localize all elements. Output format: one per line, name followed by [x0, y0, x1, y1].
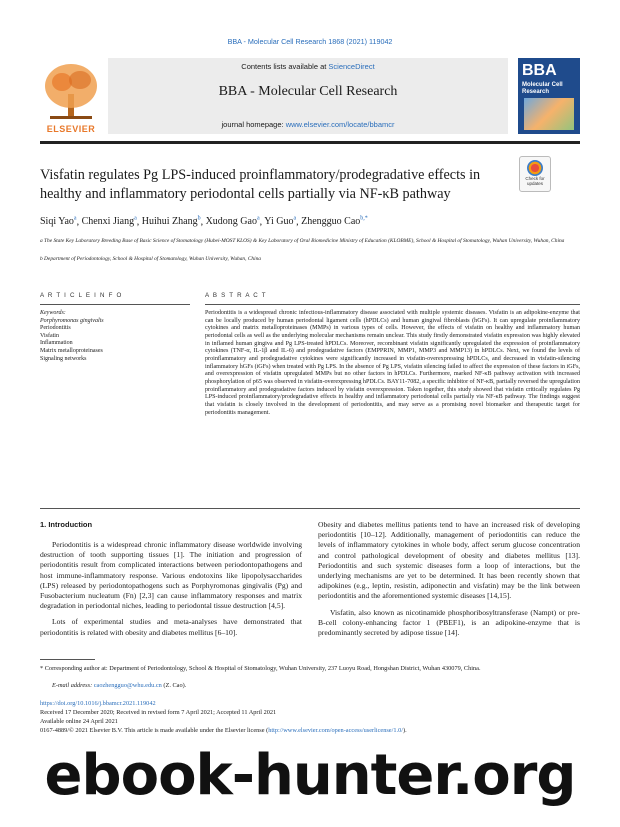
- watermark-text: ebook-hunter.org: [44, 743, 576, 808]
- journal-title: BBA - Molecular Cell Research: [218, 84, 398, 99]
- article-title: Visfatin regulates Pg LPS-induced proinflammatory/prodegradative effects in healthy and inflammatory periodontal cells partially via NF-κB pathway: [40, 167, 481, 202]
- author[interactable]: Huihui Zhang$^b$: [141, 216, 201, 228]
- intro-paragraph: Lots of experimental studies and meta-analyses have demonstrated that periodontitis is related with obesity and diabetes mellitus [6–10].: [40, 617, 302, 637]
- license-link[interactable]: http://www.elsevier.com/open-access/userlicense/1.0/: [268, 727, 403, 734]
- abstract-heading: A B S T R A C T: [205, 292, 267, 299]
- intro-paragraph: Obesity and diabetes mellitus patients tend to have an increased risk of developing periodontitis [10–12]. Additionally, management of periodontitis can reduce the levels of inflammatory cytokines in whole body, affect serum glucose concentration and control pathological development of obesity and diabetes mellitus [13]. Periodontitis and such systemic diseases form a loop of interactions, but the underlying mechanisms are yet to be determined. It has been recently shown that adipokines (e.g., leptin, resistin, adiponectin and visfatin) may be the link between periodontitis and the aforementioned systemic diseases [14,15].: [318, 520, 580, 601]
- license-line: [40, 727, 580, 735]
- author-list: Siqi Yao$^a$, Chenxi Jiang$^a$, Huihui Zhang$^b$, Xudong Gao$^a$, Yi Guo$^a$, Zhengguo Cao$^{b,*}$: [40, 216, 368, 228]
- keyword: Periodontitis: [40, 325, 71, 332]
- keyword: Inflammation: [40, 340, 73, 347]
- keyword: Matrix metalloproteinases: [40, 347, 103, 354]
- running-head[interactable]: BBA - Molecular Cell Research 1868 (2021) 119042: [227, 37, 393, 46]
- check-updates-label: Check for updates: [525, 176, 545, 186]
- publisher-name: ELSEVIER: [46, 124, 96, 134]
- sciencedirect-link[interactable]: ScienceDirect: [328, 62, 375, 71]
- author[interactable]: Yi Guo$^a$: [264, 216, 297, 228]
- homepage-link[interactable]: www.elsevier.com/locate/bbamcr: [285, 120, 395, 129]
- keywords-block: [40, 310, 190, 363]
- intro-paragraph: Visfatin, also known as nicotinamide phosphoribosyltransferase (Nampt) or pre-B-cell colony-enhancing factor 1 (PBEF1), is an adipokine-enzyme that is predominantly secreted by adipose tissue [14].: [318, 607, 580, 638]
- homepage-line: [108, 120, 508, 129]
- author[interactable]: Siqi Yao$^a$: [40, 216, 77, 228]
- doi-link[interactable]: https://doi.org/10.1016/j.bbamcr.2021.119042: [40, 700, 156, 707]
- header-divider: [40, 141, 580, 144]
- watermark-banner: [0, 737, 620, 827]
- affiliation-a: a The State Key Laboratory Breeding Base of Basic Science of Stomatology (Hubei-MOST KLOS) & Key Laboratory of Oral Biomedicine Ministry of Education (KLOBME), School & Hospital of Stomatology, Wuhan University, Wuhan, China: [40, 238, 565, 244]
- cover-artwork: [524, 98, 574, 130]
- check-for-updates-badge[interactable]: [519, 156, 551, 192]
- contents-line: [108, 62, 508, 71]
- introduction-heading: 1. Introduction: [40, 520, 93, 529]
- article-info-heading: A R T I C L E I N F O: [40, 292, 123, 299]
- keyword: Signaling networks: [40, 355, 87, 362]
- author[interactable]: Xudong Gao$^a$: [205, 216, 260, 228]
- check-updates-icon: [527, 160, 543, 176]
- intro-left-column: [40, 540, 302, 638]
- author[interactable]: Chenxi Jiang$^a$: [81, 216, 137, 228]
- cover-subtitle: Molecular Cell Research: [522, 82, 563, 95]
- license-suffix: ).: [402, 727, 407, 734]
- email-line: [40, 682, 592, 690]
- contents-prefix: Contents lists available at: [241, 62, 329, 71]
- journal-header-box: [108, 58, 508, 134]
- homepage-prefix: journal homepage:: [221, 120, 286, 129]
- keyword: Porphyromonas gingivalis: [40, 317, 104, 324]
- abstract-bottom-rule: [40, 508, 580, 509]
- journal-cover-image: [518, 58, 580, 134]
- license-prefix: 0167-4889/© 2021 Elsevier B.V. This article is made available under the Elsevier license (: [40, 727, 269, 734]
- article-info-rule: [40, 304, 190, 305]
- author[interactable]: Zhengguo Cao$^{b,*}$: [301, 216, 368, 228]
- affiliation-b: b Department of Periodontology, School & Hospital of Stomatology, Wuhan University, Wuhan, China: [40, 256, 262, 262]
- corresponding-author-note: * Corresponding author at: Department of Periodontology, School & Hospital of Stomatology, Wuhan University, 237 Luoyu Road, Hongshan District, Wuhan 430079, China.: [40, 665, 481, 672]
- online-date: Available online 24 April 2021: [40, 718, 118, 725]
- email-label: E-mail address:: [52, 682, 94, 689]
- abstract-rule: [205, 304, 580, 305]
- keyword: Visfatin: [40, 332, 59, 339]
- cover-title: BBA: [522, 62, 557, 79]
- footnote-rule: [40, 659, 95, 660]
- received-dates: Received 17 December 2020; Received in revised form 7 April 2021; Accepted 11 April 2021: [40, 709, 277, 716]
- email-link[interactable]: caozhengguo@whu.edu.cn: [93, 682, 162, 689]
- email-suffix: (Z. Cao).: [161, 682, 187, 689]
- keywords-label: Keywords:: [40, 310, 66, 316]
- intro-right-column: [318, 520, 580, 638]
- abstract-text: Periodontitis is a widespread chronic infectious-inflammatory disease associated with multiple systemic diseases. Visfatin is an adipokine-enzyme that can be locally produced by human periodontal ligament cells (hPDLCs) and human gingival fibroblasts (hGFs). It can upregulate proinflammatory cytokines and matrix metalloproteinases (MMPs) in various types of cells. However, the effects of visfatin on healthy and inflammatory human periodontal cells as well as the underlying molecular mechanisms remain unclear. This study firstly demonstrated visfatin expression was highly elevated in inflamed human gingiva and Pg LPS-treated hPDLCs. Moreover, recombinant visfatin significantly upregulated the expression of proinflammatory cytokines (TNF-α, IL-1β and IL-6) and prodegradative factors (EMPPRIN, MMP1, MMP3 and MMP13) in hPDLCs. Next, we found the levels of proinflammatory and prodegradative cytokines were significantly increased in visfatin-overexpressing hPDLCs, and decreased in visfatin-silencing inflammatory hGFs (iGFs) when treated with Pg LPS. In the absence of Pg LPS, visfatin silencing failed to affect the expression of these factors in iGFs, and overexpression of visfatin upregulated MMPs but no other factors in hPDLCs. Furthermore, marked NF-κB pathway activation with increased phosphorylation of p65 was observed in visfatin-overexpressing hPDLCs. BAY11-7082, a specific inhibitor of NF-κB, partially reversed the upregulation proinflammatory and prodegradative factors induced by visfatin overexpression. Taken together, this study showed that visfatin critically regulates Pg LPS-induced proinflammatory/prodegradative effects in healthy and inflammatory periodontal cells partially via NF-κB pathway. The findings suggest that visfatin is closely involved in the development of periodontitis, and may serve as a promising novel biomarker and therapeutic target for periodontitis management.: [205, 310, 580, 416]
- intro-paragraph: Periodontitis is a widespread chronic inflammatory disease worldwide involving destruction of tooth supporting tissues [1]. The initiation and progression of periodontitis result from complicated interactions between periodontopathogens and host immune-inflammatory response. Various endotoxins like lipopolysaccharides (LPS) released by periodontopathogens such as Porphyromonas gingivalis (Pg) and Fusobacterium nucleatum (Fn) [2,3] can cause inflammatory responses and matrix degradation in periodontal niches, leading to periodontal tissue destruction [4,5].: [40, 540, 302, 611]
- elsevier-tree-logo: [40, 58, 102, 134]
- journal-masthead: [40, 58, 580, 138]
